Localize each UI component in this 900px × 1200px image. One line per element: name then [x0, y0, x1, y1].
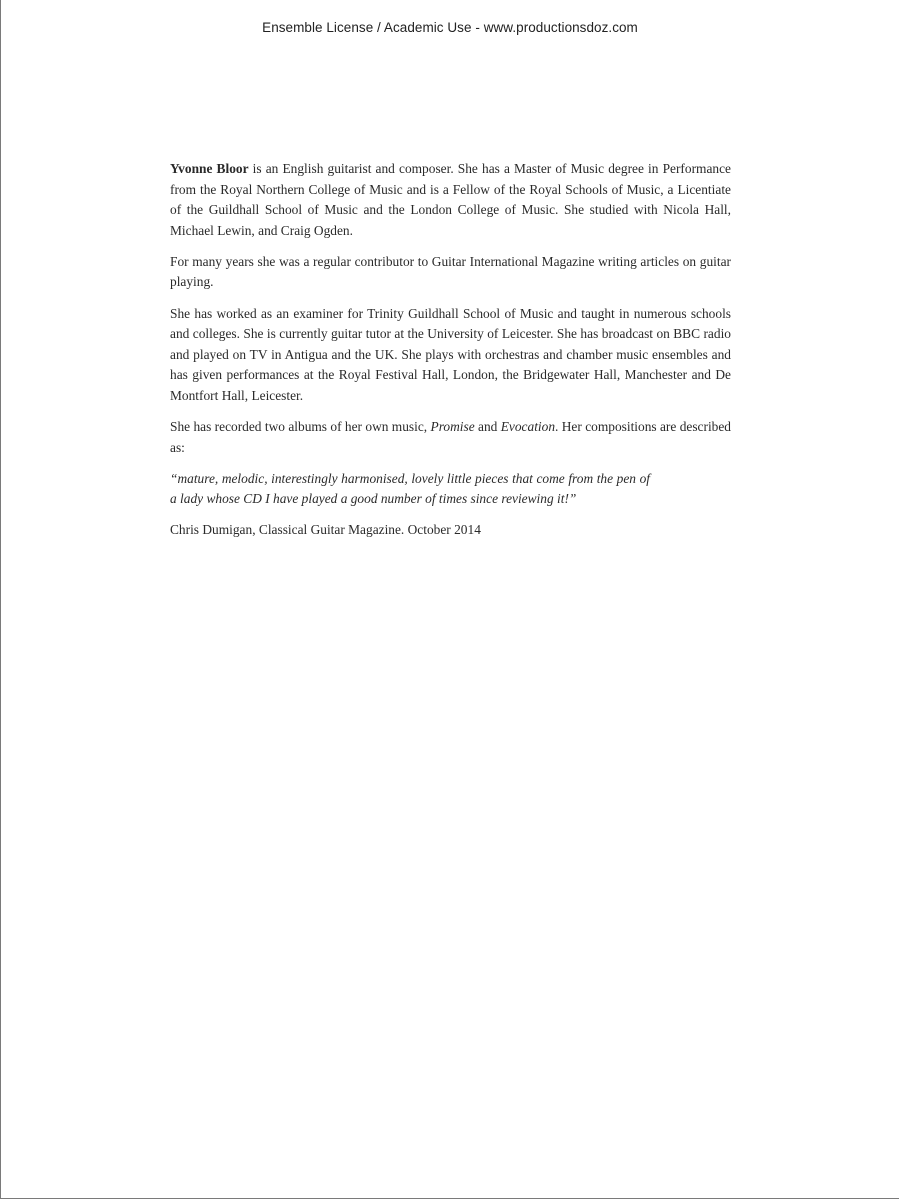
bio-paragraph-career: She has worked as an examiner for Trinity Guildhall School of Music and taught in numerous schools and colleges. She is currently guitar tutor at the University of Leicester. She has broadcast on BBC radio and played on TV in Antigua and the UK. She plays with orchestras and chamber music ensembles and has given performances at the Royal Festival Hall, London, the Bridgewater Hall, Manchester and De Montfort Hall, Leicester. — [170, 305, 731, 403]
license-header: Ensemble License / Academic Use - www.productionsdoz.com — [262, 20, 638, 35]
album-title-evocation: Evocation — [500, 419, 556, 435]
composer-name: Yvonne Bloor — [170, 161, 249, 176]
review-quote: “mature, melodic, interestingly harmonised, lovely little pieces that come from the pen of a lady whose CD I have played a good number of times since reviewing it!” — [170, 470, 650, 507]
biography-section — [170, 159, 731, 552]
bio-paragraph-intro — [170, 159, 731, 241]
bio-paragraph-magazine: For many years she was a regular contributor to Guitar International Magazine writing articles on guitar playing. — [170, 253, 731, 290]
albums-suffix: . Her compositions are described as: — [170, 419, 731, 455]
bio-intro-text: is an English guitarist and composer. She has a Master of Music degree in Performance from the Royal Northern College of Music and is a Fellow of the Royal Schools of Music, a Licentiate of the Guildhall School of Music and the London College of Music. She studied with Nicola Hall, Michael Lewin, and Craig Ogden. — [170, 161, 731, 238]
albums-connector: and — [474, 419, 501, 435]
album-title-promise: Promise — [430, 419, 475, 435]
albums-prefix: She has recorded two albums of her own music, — [170, 419, 431, 435]
bio-paragraph-albums — [170, 417, 731, 458]
quote-attribution: Chris Dumigan, Classical Guitar Magazine. October 2014 — [170, 522, 481, 538]
